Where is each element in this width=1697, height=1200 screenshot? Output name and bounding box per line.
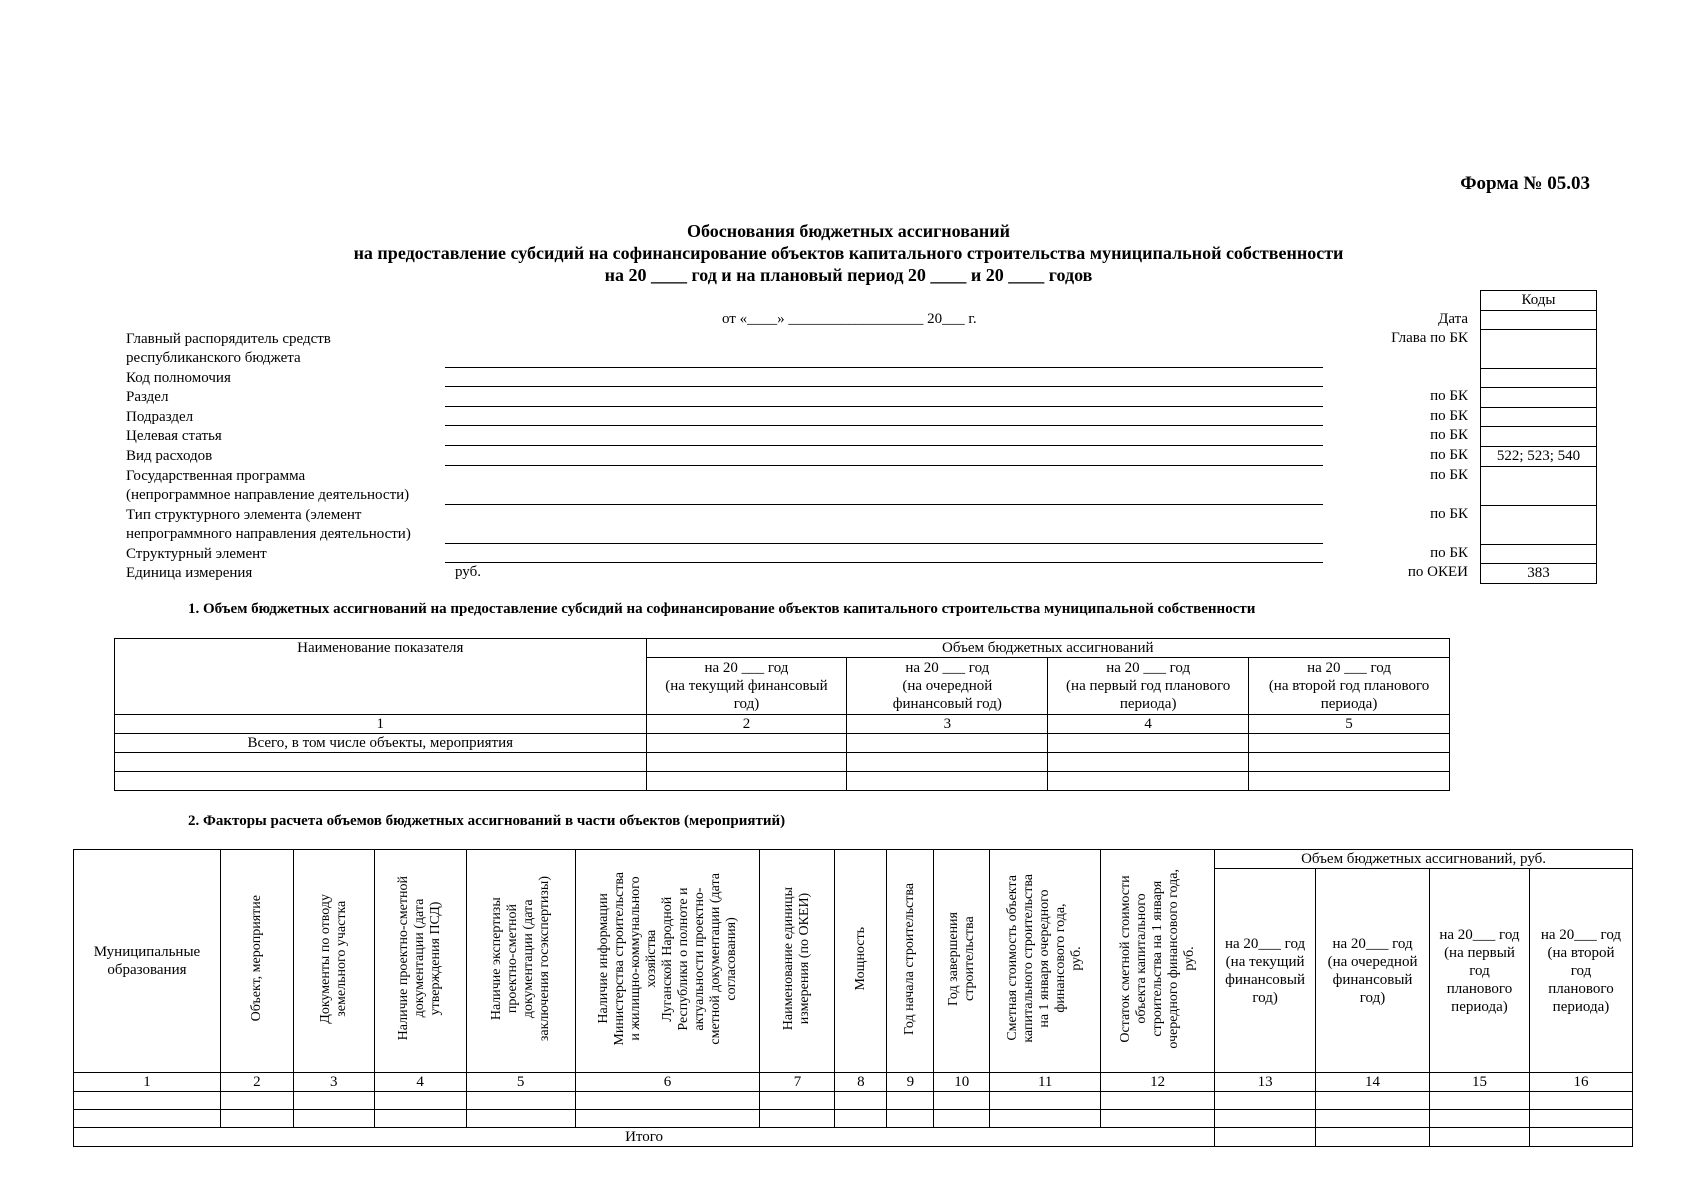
s2-volume-header: Объем бюджетных ассигнований, руб. <box>1215 850 1633 869</box>
fill-line-subsection[interactable] <box>445 425 1323 426</box>
table-cell[interactable] <box>74 1092 221 1110</box>
s2-num: 8 <box>835 1073 887 1092</box>
code-article[interactable] <box>1481 427 1597 447</box>
table-cell[interactable] <box>575 1092 760 1110</box>
label-po-bk-struct-element: по БК <box>1430 545 1468 561</box>
label-date: Дата <box>1438 311 1468 327</box>
s2-col-municipal: Муниципальные образования <box>74 850 221 1073</box>
title-line-3: на 20 ____ год и на плановый период 20 ____ и 20 ____ годов <box>604 265 1093 285</box>
table-cell[interactable] <box>1430 1110 1530 1128</box>
label-unit: Единица измерения <box>126 565 253 581</box>
s1-num-5: 5 <box>1249 715 1450 734</box>
s1-subcol-current: на 20 ___ год (на текущий финансовый год) <box>646 658 847 715</box>
label-struct-type-2: непрограммного направления деятельности) <box>126 526 411 542</box>
fill-line-struct-type[interactable] <box>445 543 1323 544</box>
table-cell[interactable] <box>575 1110 760 1128</box>
label-po-bk-article: по БК <box>1430 427 1468 443</box>
table-cell[interactable] <box>646 753 847 772</box>
s2-num: 5 <box>466 1073 575 1092</box>
s2-vol-plan2: на 20___ год (на второй год планового периода) <box>1529 869 1632 1073</box>
s2-num: 16 <box>1529 1073 1632 1092</box>
s1-num-1: 1 <box>115 715 647 734</box>
table-cell[interactable] <box>1316 1110 1430 1128</box>
code-program[interactable] <box>1481 467 1597 506</box>
table-cell[interactable] <box>1430 1092 1530 1110</box>
fill-line-struct-element[interactable] <box>445 562 1323 563</box>
codes-table <box>1480 290 1597 584</box>
s2-num: 12 <box>1101 1073 1215 1092</box>
table-cell[interactable] <box>1316 1092 1430 1110</box>
table-cell[interactable] <box>1215 1128 1316 1147</box>
label-main-manager-2: республиканского бюджета <box>126 350 301 366</box>
date-line: от «____» __________________ 20___ г. <box>722 311 977 327</box>
s2-num: 11 <box>990 1073 1101 1092</box>
code-expense-type[interactable]: 522; 523; 540 <box>1481 447 1597 467</box>
s1-subcol-plan1: на 20 ___ год (на первый год планового периода) <box>1048 658 1249 715</box>
table-cell[interactable] <box>847 772 1048 791</box>
table-cell[interactable] <box>646 734 847 753</box>
s2-vol-plan1: на 20___ год (на первый год планового периода) <box>1430 869 1530 1073</box>
s2-col-remaining-cost: Остаток сметной стоимости объекта капитального строительства на 1 января очередного финансового года, руб. <box>1101 850 1215 1073</box>
section1-title: 1. Объем бюджетных ассигнований на предоставление субсидий на софинансирование объектов капитального строительства муниципальной собственности <box>188 601 1256 617</box>
section2-table <box>73 849 1633 1147</box>
s2-num: 15 <box>1430 1073 1530 1092</box>
s2-col-ministry-info: Наличие информации Министерства строительства и жилищно-коммунального хозяйства Луганской Народной Республики о полноте и актуальности проектно- сметной документации (дата согласования) <box>575 850 760 1073</box>
s1-num-2: 2 <box>646 715 847 734</box>
table-cell[interactable] <box>293 1110 374 1128</box>
table-row <box>74 1110 1633 1128</box>
code-subsection[interactable] <box>1481 408 1597 427</box>
s2-col-capacity: Мощность <box>835 850 887 1073</box>
s2-col-unit-name: Наименование единицы измерения (по ОКЕИ) <box>760 850 835 1073</box>
code-struct-element[interactable] <box>1481 545 1597 564</box>
form-number: Форма № 05.03 <box>1460 173 1590 194</box>
s2-col-estimated-cost: Сметная стоимость объекта капитального строительства на 1 января очередного финансового года, руб. <box>990 850 1101 1073</box>
title-line-2: на предоставление субсидий на софинансирование объектов капитального строительства муниципальной собственности <box>353 243 1344 263</box>
fill-line-authority-code[interactable] <box>445 386 1323 387</box>
label-po-bk-program: по БК <box>1430 467 1468 483</box>
s2-num: 1 <box>74 1073 221 1092</box>
label-po-bk-subsection: по БК <box>1430 408 1468 424</box>
table-cell[interactable] <box>374 1110 466 1128</box>
fill-line-state-program[interactable] <box>445 504 1323 505</box>
s2-num: 6 <box>575 1073 760 1092</box>
table-cell[interactable] <box>1101 1110 1215 1128</box>
s1-num-4: 4 <box>1048 715 1249 734</box>
s2-vol-current: на 20___ год (на текущий финансовый год) <box>1215 869 1316 1073</box>
table-cell[interactable] <box>760 1110 835 1128</box>
table-cell[interactable] <box>1101 1092 1215 1110</box>
s1-subcol-next: на 20 ___ год (на очередной финансовый год) <box>847 658 1048 715</box>
label-state-program-2: (непрограммное направление деятельности) <box>126 487 410 503</box>
table-cell[interactable] <box>887 1092 934 1110</box>
s2-num: 13 <box>1215 1073 1316 1092</box>
s2-num: 9 <box>887 1073 934 1092</box>
code-section[interactable] <box>1481 388 1597 408</box>
section2-title: 2. Факторы расчета объемов бюджетных ассигнований в части объектов (мероприятий) <box>188 813 786 829</box>
fill-line-main-manager[interactable] <box>445 367 1323 368</box>
table-cell[interactable] <box>760 1092 835 1110</box>
code-okei[interactable]: 383 <box>1481 564 1597 584</box>
table-cell[interactable] <box>1048 734 1249 753</box>
s2-col-psd: Наличие проектно-сметной документации (дата утверждения ПСД) <box>374 850 466 1073</box>
table-cell[interactable] <box>847 734 1048 753</box>
table-cell[interactable] <box>934 1110 990 1128</box>
table-cell[interactable] <box>115 772 647 791</box>
code-date[interactable] <box>1481 311 1597 330</box>
s2-vol-next: на 20___ год (на очередной финансовый год) <box>1316 869 1430 1073</box>
table-cell[interactable] <box>990 1092 1101 1110</box>
table-cell[interactable] <box>220 1110 293 1128</box>
label-struct-type-1: Тип структурного элемента (элемент <box>126 507 362 523</box>
table-cell[interactable] <box>835 1110 887 1128</box>
fill-line-section[interactable] <box>445 406 1323 407</box>
s1-col-name-header: Наименование показателя <box>115 639 647 715</box>
s1-col-volume-header: Объем бюджетных ассигнований <box>646 639 1449 658</box>
table-cell[interactable] <box>374 1092 466 1110</box>
fill-line-target-article[interactable] <box>445 445 1323 446</box>
label-main-manager-1: Главный распорядитель средств <box>126 331 331 347</box>
fill-line-expense-type[interactable] <box>445 465 1323 466</box>
label-po-okei: по ОКЕИ <box>1407 564 1468 580</box>
table-cell[interactable] <box>1048 772 1249 791</box>
label-authority-code: Код полномочия <box>126 370 231 386</box>
label-struct-element: Структурный элемент <box>126 546 267 562</box>
section1-table <box>114 638 1450 791</box>
table-cell[interactable] <box>115 753 647 772</box>
s2-num: 14 <box>1316 1073 1430 1092</box>
table-cell[interactable] <box>1249 753 1450 772</box>
table-cell[interactable] <box>220 1092 293 1110</box>
table-cell[interactable] <box>1529 1128 1632 1147</box>
s2-num: 10 <box>934 1073 990 1092</box>
s2-col-expertise: Наличие экспертизы проектно-сметной документации (дата заключения госэкспертизы) <box>466 850 575 1073</box>
document-title <box>0 220 1697 286</box>
s2-total-label: Итого <box>74 1128 1215 1147</box>
label-po-bk-struct-type: по БК <box>1430 506 1468 522</box>
table-cell[interactable] <box>466 1110 575 1128</box>
unit-value: руб. <box>455 564 481 580</box>
table-cell[interactable] <box>466 1092 575 1110</box>
table-cell[interactable] <box>1430 1128 1530 1147</box>
table-cell[interactable] <box>646 772 847 791</box>
table-cell[interactable] <box>887 1110 934 1128</box>
table-cell[interactable] <box>74 1110 221 1128</box>
label-state-program-1: Государственная программа <box>126 468 306 484</box>
codes-header: Коды <box>1481 291 1597 311</box>
total-row <box>74 1128 1633 1147</box>
s2-col-start-year: Год начала строительства <box>887 850 934 1073</box>
table-cell[interactable] <box>1249 734 1450 753</box>
s2-col-object: Объект, мероприятие <box>220 850 293 1073</box>
table-cell[interactable] <box>835 1092 887 1110</box>
table-cell[interactable] <box>1249 772 1450 791</box>
s2-num: 4 <box>374 1073 466 1092</box>
s1-total-row-label: Всего, в том числе объекты, мероприятия <box>115 734 647 753</box>
table-cell[interactable] <box>847 753 1048 772</box>
table-cell[interactable] <box>1316 1128 1430 1147</box>
label-expense-type: Вид расходов <box>126 448 213 464</box>
table-row <box>74 1092 1633 1110</box>
table-cell[interactable] <box>1215 1110 1316 1128</box>
table-cell[interactable] <box>1529 1092 1632 1110</box>
code-authority[interactable] <box>1481 369 1597 388</box>
label-head-bk: Глава по БК <box>1391 330 1468 346</box>
label-po-bk-section: по БК <box>1430 388 1468 404</box>
code-head-bk[interactable] <box>1481 330 1597 369</box>
s1-num-3: 3 <box>847 715 1048 734</box>
code-struct-type[interactable] <box>1481 506 1597 545</box>
s2-col-land-docs: Документы по отводу земельного участка <box>293 850 374 1073</box>
label-subsection: Подраздел <box>126 409 194 425</box>
table-cell[interactable] <box>1215 1092 1316 1110</box>
s2-num: 2 <box>220 1073 293 1092</box>
table-cell[interactable] <box>1048 753 1249 772</box>
label-target-article: Целевая статья <box>126 428 222 444</box>
title-line-1: Обоснования бюджетных ассигнований <box>686 221 1011 241</box>
s2-num: 7 <box>760 1073 835 1092</box>
table-cell[interactable] <box>990 1110 1101 1128</box>
table-cell[interactable] <box>293 1092 374 1110</box>
label-section: Раздел <box>126 389 169 405</box>
s2-col-end-year: Год завершения строительства <box>934 850 990 1073</box>
label-po-bk-expense: по БК <box>1430 447 1468 463</box>
s2-num: 3 <box>293 1073 374 1092</box>
s1-subcol-plan2: на 20 ___ год (на второй год планового периода) <box>1249 658 1450 715</box>
table-cell[interactable] <box>1529 1110 1632 1128</box>
table-cell[interactable] <box>934 1092 990 1110</box>
